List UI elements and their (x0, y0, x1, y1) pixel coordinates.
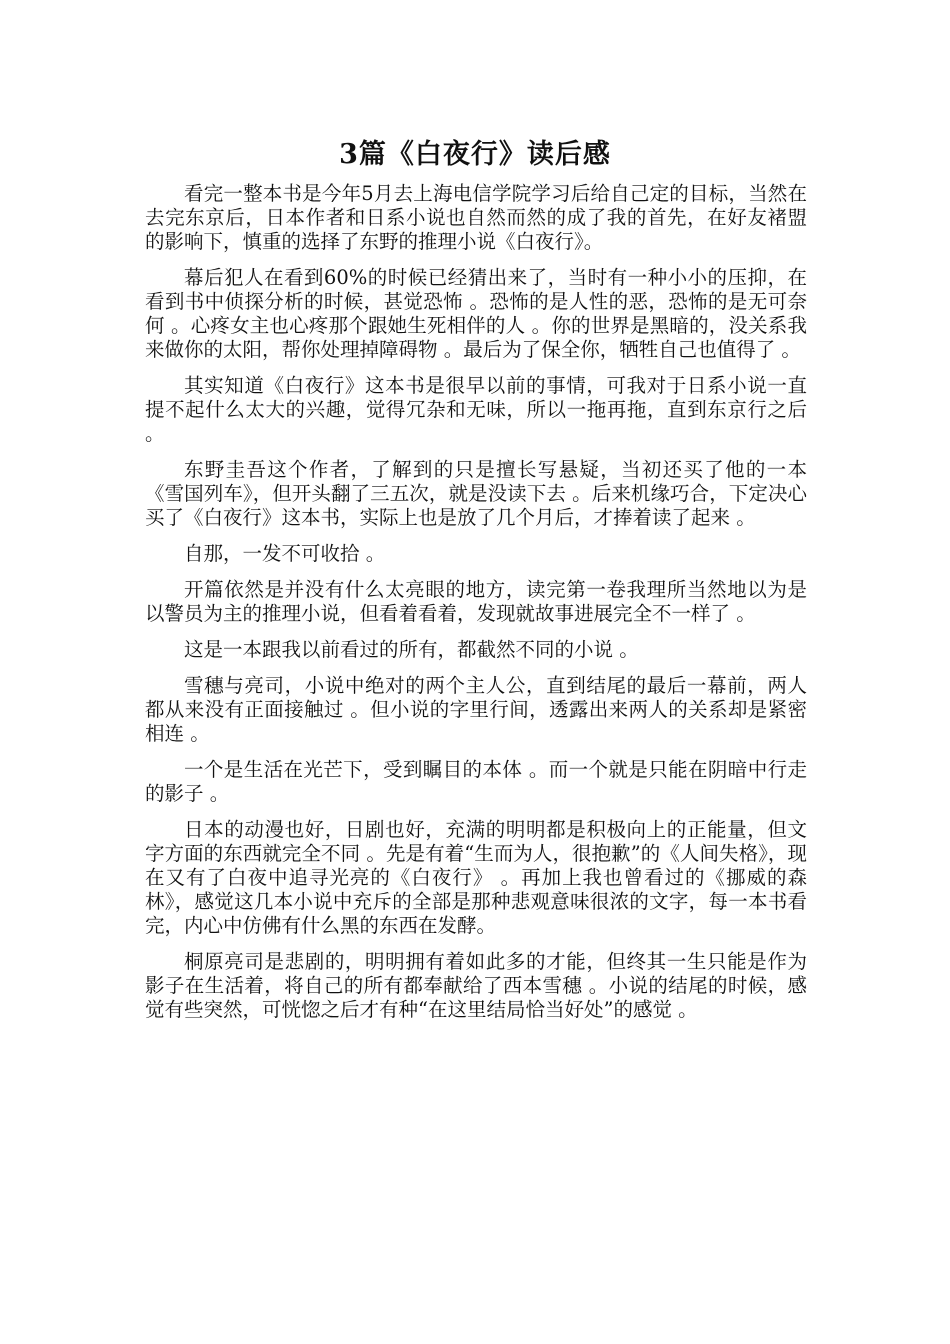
paragraph: 东野圭吾这个作者，了解到的只是擅长写悬疑，当初还买了他的一本《雪国列车》，但开头翻了三五次，就是没读下去 。后来机缘巧合，下定决心买了《白夜行》这本书，实际上也是放了几个月后，才捧着读了起来 。 (145, 458, 807, 529)
document-body (145, 182, 807, 1034)
paragraph: 雪穗与亮司，小说中绝对的两个主人公，直到结尾的最后一幕前，两人都从来没有正面接触过 。但小说的字里行间，透露出来两人的关系却是紧密相连 。 (145, 674, 807, 745)
paragraph: 这是一本跟我以前看过的所有，都截然不同的小说 。 (184, 638, 639, 661)
paragraph: 自那，一发不可收拾 。 (184, 542, 386, 565)
paragraph: 日本的动漫也好，日剧也好，充满的明明都是积极向上的正能量，但文字方面的东西就完全不同 。先是有着“生而为人，很抱歉”的《人间失格》，现在又有了白夜中追寻光亮的《白夜行》 。再加上我也曾看过的《挪威的森林》，感觉这几本小说中充斥的全部是那种悲观意味很浓的文字，每一本书看完，内心中仿佛有什么黑的东西在发酵。 (145, 818, 807, 937)
paragraph: 桐原亮司是悲剧的，明明拥有着如此多的才能，但终其一生只能是作为影子在生活着，将自己的所有都奉献给了西本雪穗 。小说的结尾的时候，感觉有些突然，可恍惚之后才有种“在这里结局恰当好处”的感觉 。 (145, 950, 807, 1021)
paragraph: 一个是生活在光芒下，受到瞩目的本体 。而一个就是只能在阴暗中行走的影子 。 (145, 758, 807, 805)
paragraph: 幕后犯人在看到60%的时候已经猜出来了，当时有一种小小的压抑，在看到书中侦探分析的时候，甚觉恐怖 。恐怖的是人性的恶，恐怖的是无可奈何 。心疼女主也心疼那个跟她生死相伴的人 。你的世界是黑暗的，没关系我来做你的太阳，帮你处理掉障碍物 。最后为了保全你，牺牲自己也值得了 。 (145, 266, 807, 361)
paragraph: 其实知道《白夜行》这本书是很早以前的事情，可我对于日系小说一直提不起什么太大的兴趣，觉得冗杂和无味，所以一拖再拖，直到东京行之后 。 (145, 374, 807, 445)
document-title: 3篇《白夜行》读后感 (339, 139, 611, 170)
paragraph: 开篇依然是并没有什么太亮眼的地方，读完第一卷我理所当然地以为是以警员为主的推理小说，但看着看着，发现就故事进展完全不一样了 。 (145, 578, 807, 625)
paragraph: 看完一整本书是今年5月去上海电信学院学习后给自己定的目标，当然在去完东京后，日本作者和日系小说也自然而然的成了我的首先，在好友褚盟的影响下，慎重的选择了东野的推理小说《白夜行》。 (145, 182, 807, 253)
